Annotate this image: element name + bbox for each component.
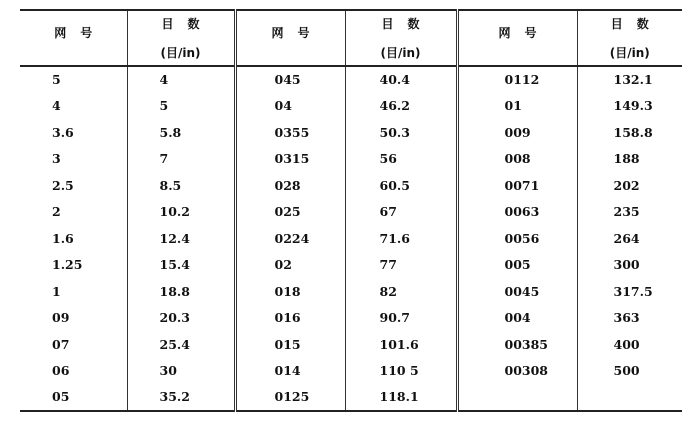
cell-mesh-number: 0355	[235, 119, 345, 146]
cell-mesh-count: 132.1	[613, 72, 653, 88]
cell-mesh-count: 82	[345, 278, 457, 305]
cell-mesh-number: 0315	[235, 146, 345, 173]
table-row	[20, 93, 682, 120]
table-row	[20, 225, 682, 252]
cell-mesh-number: 0112	[457, 66, 577, 93]
table-row	[20, 66, 682, 93]
cell-mesh-count: 118.1	[345, 384, 457, 411]
cell-mesh-number: 004	[457, 305, 577, 332]
table-row	[20, 119, 682, 146]
cell-mesh-count: 56	[345, 146, 457, 173]
cell-mesh-count: 158.8	[613, 124, 653, 140]
cell-mesh-count: 15.4	[127, 252, 235, 279]
cell-mesh-number: 016	[235, 305, 345, 332]
table-row	[20, 384, 682, 411]
header-mesh-number-2: 网号	[235, 10, 345, 66]
cell-mesh-number: 0063	[457, 199, 577, 226]
cell-mesh-count: 67	[345, 199, 457, 226]
cell-mesh-count: 60.5	[345, 172, 457, 199]
table-row	[20, 358, 682, 385]
cell-mesh-count: 7	[127, 146, 235, 173]
cell-mesh-count: 25.4	[127, 331, 235, 358]
cell-mesh-number: 2.5	[20, 172, 127, 199]
cell-mesh-number: 0071	[457, 172, 577, 199]
cell-mesh-count: 20.3	[127, 305, 235, 332]
cell-mesh-count: 264	[613, 230, 640, 246]
cell-mesh-number: 045	[235, 66, 345, 93]
cell-mesh-count: 202	[613, 177, 640, 193]
cell-mesh-count: 18.8	[127, 278, 235, 305]
cell-mesh-count: 77	[345, 252, 457, 279]
cell-mesh-count: 400	[613, 336, 640, 352]
cell-mesh-number: 0224	[235, 225, 345, 252]
cell-mesh-number: 1.6	[20, 225, 127, 252]
header-mesh-number-3: 网号	[457, 10, 577, 66]
cell-mesh-count: 12.4	[127, 225, 235, 252]
cell-mesh-count: 101.6	[345, 331, 457, 358]
header-mesh-count-3: 目数 (目/in)	[577, 10, 682, 66]
header-mesh-number-1: 网号	[20, 10, 127, 66]
cell-mesh-number	[457, 384, 577, 411]
cell-mesh-count: 10.2	[127, 199, 235, 226]
cell-mesh-count: 46.2	[345, 93, 457, 120]
cell-mesh-number: 00308	[457, 358, 577, 385]
cell-mesh-count: 90.7	[345, 305, 457, 332]
cell-mesh-number: 04	[235, 93, 345, 120]
cell-mesh-count	[577, 384, 682, 411]
cell-mesh-count: 5.8	[127, 119, 235, 146]
cell-mesh-number: 02	[235, 252, 345, 279]
cell-mesh-number: 09	[20, 305, 127, 332]
cell-mesh-count: 4	[127, 66, 235, 93]
cell-mesh-count: 30	[127, 358, 235, 385]
table-row	[20, 146, 682, 173]
cell-mesh-count: 149.3	[613, 98, 653, 114]
cell-mesh-number: 015	[235, 331, 345, 358]
cell-mesh-number: 00385	[457, 331, 577, 358]
cell-mesh-number: 07	[20, 331, 127, 358]
table-row	[20, 199, 682, 226]
cell-mesh-number: 009	[457, 119, 577, 146]
cell-mesh-number: 5	[20, 66, 127, 93]
table-row	[20, 172, 682, 199]
table-row	[20, 305, 682, 332]
cell-mesh-number: 2	[20, 199, 127, 226]
cell-mesh-number: 1.25	[20, 252, 127, 279]
cell-mesh-number: 005	[457, 252, 577, 279]
cell-mesh-count: 188	[613, 151, 640, 167]
cell-mesh-number: 4	[20, 93, 127, 120]
cell-mesh-number: 018	[235, 278, 345, 305]
cell-mesh-count: 317.5	[613, 283, 653, 299]
cell-mesh-count: 235	[613, 204, 640, 220]
cell-mesh-number: 0125	[235, 384, 345, 411]
table-body	[20, 66, 682, 411]
cell-mesh-count: 8.5	[127, 172, 235, 199]
cell-mesh-number: 028	[235, 172, 345, 199]
cell-mesh-number: 3	[20, 146, 127, 173]
cell-mesh-count: 40.4	[345, 66, 457, 93]
header-mesh-count-1: 目数 (目/in)	[127, 10, 235, 66]
table-row	[20, 331, 682, 358]
cell-mesh-count: 110 5	[345, 358, 457, 385]
cell-mesh-number: 01	[457, 93, 577, 120]
cell-mesh-number: 06	[20, 358, 127, 385]
cell-mesh-number: 05	[20, 384, 127, 411]
table-header	[20, 10, 682, 66]
cell-mesh-count: 500	[613, 363, 640, 379]
cell-mesh-count: 5	[127, 93, 235, 120]
table-row	[20, 278, 682, 305]
cell-mesh-count: 35.2	[127, 384, 235, 411]
cell-mesh-number: 3.6	[20, 119, 127, 146]
table-row	[20, 252, 682, 279]
cell-mesh-count: 300	[613, 257, 640, 273]
cell-mesh-number: 014	[235, 358, 345, 385]
cell-mesh-number: 025	[235, 199, 345, 226]
cell-mesh-count: 71.6	[345, 225, 457, 252]
cell-mesh-number: 1	[20, 278, 127, 305]
header-mesh-count-2: 目数 (目/in)	[345, 10, 457, 66]
cell-mesh-number: 0045	[457, 278, 577, 305]
cell-mesh-number: 008	[457, 146, 577, 173]
mesh-size-table	[20, 9, 682, 412]
header-row	[20, 10, 682, 66]
cell-mesh-count: 363	[613, 310, 640, 326]
cell-mesh-number: 0056	[457, 225, 577, 252]
cell-mesh-count: 50.3	[345, 119, 457, 146]
